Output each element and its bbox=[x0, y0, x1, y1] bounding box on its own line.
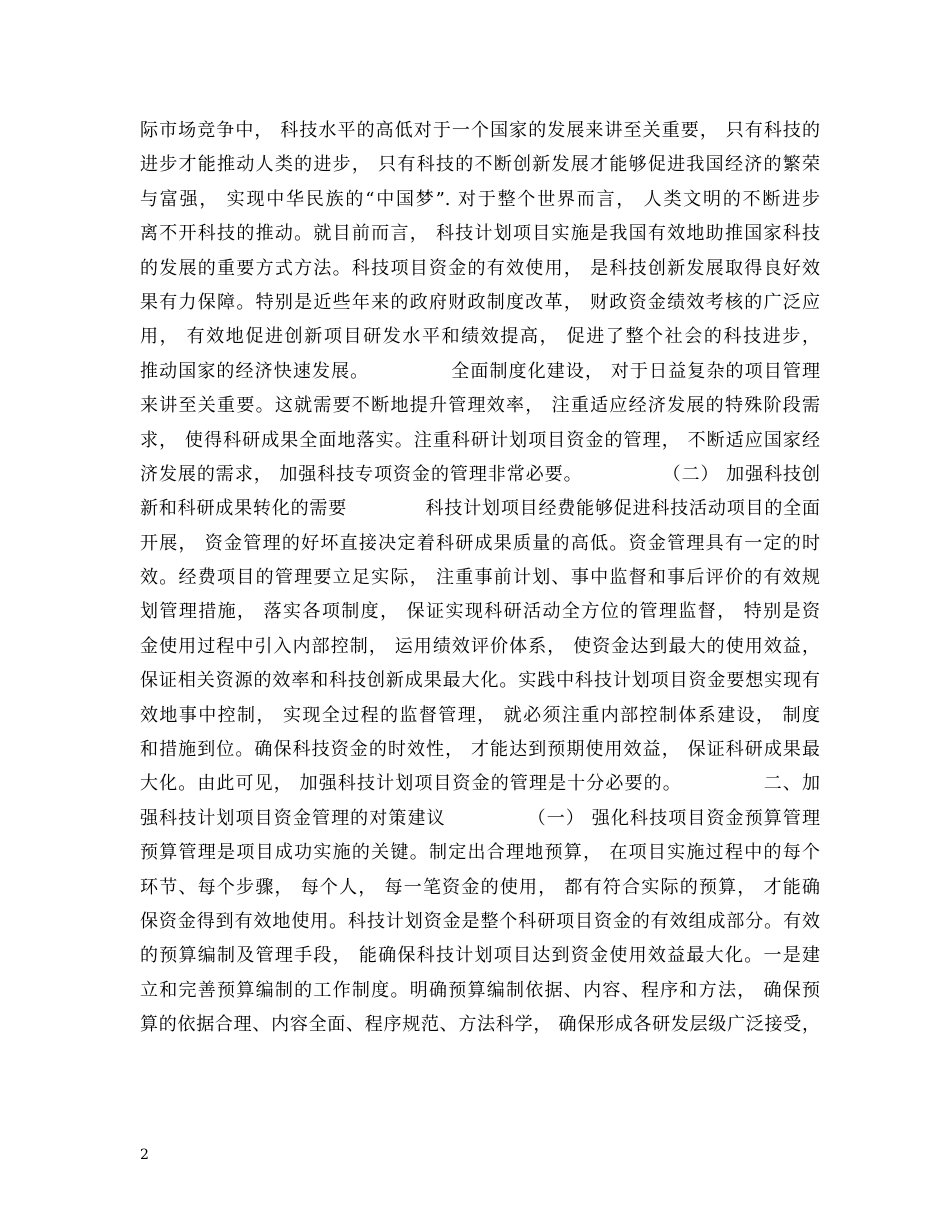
text-line: 强科技计划项目资金管理的对策建议 （一） 强化科技项目资金预算管理 bbox=[140, 807, 820, 829]
body-text bbox=[140, 114, 820, 1043]
text-line: 预算管理是项目成功实施的关键。制定出合理地预算， 在项目实施过程中的每个 bbox=[140, 842, 820, 864]
text-line: 保证相关资源的效率和科技创新成果最大化。实践中科技计划项目资金要想实现有 bbox=[140, 670, 820, 692]
page-number: 2 bbox=[140, 1147, 149, 1163]
text-line: 求， 使得科研成果全面地落实。注重科研计划项目资金的管理， 不断适应国家经 bbox=[140, 429, 820, 451]
text-line: 果有力保障。特别是近些年来的政府财政制度改革， 财政资金绩效考核的广泛应 bbox=[140, 291, 820, 313]
text-line: 划管理措施， 落实各项制度， 保证实现科研活动全方位的管理监督， 特别是资 bbox=[140, 601, 820, 623]
text-line: 环节、每个步骤， 每个人， 每一笔资金的使用， 都有符合实际的预算， 才能确 bbox=[140, 876, 820, 898]
text-line: 推动国家的经济快速发展。 全面制度化建设， 对于日益复杂的项目管理 bbox=[140, 360, 820, 382]
text-line: 际市场竞争中， 科技水平的高低对于一个国家的发展来讲至关重要， 只有科技的 bbox=[140, 120, 820, 141]
text-line: 效。经费项目的管理要立足实际， 注重事前计划、事中监督和事后评价的有效规 bbox=[140, 567, 820, 589]
text-line: 和措施到位。确保科技资金的时效性， 才能达到预期使用效益， 保证科研成果最 bbox=[140, 739, 820, 761]
text-line: 进步才能推动人类的进步， 只有科技的不断创新发展才能够促进我国经济的繁荣 bbox=[140, 154, 820, 176]
text-line: 新和科研成果转化的需要 科技计划项目经费能够促进科技活动项目的全面 bbox=[140, 498, 820, 520]
text-line: 的发展的重要方式方法。科技项目资金的有效使用， 是科技创新发展取得良好效 bbox=[140, 257, 820, 279]
text-line: 大化。由此可见， 加强科技计划项目资金的管理是十分必要的。 二、加 bbox=[140, 773, 820, 795]
text-line: 离不开科技的推动。就目前而言， 科技计划项目实施是我国有效地助推国家科技 bbox=[140, 223, 820, 245]
text-line: 来讲至关重要。这就需要不断地提升管理效率， 注重适应经济发展的特殊阶段需 bbox=[140, 395, 820, 417]
text-line: 开展， 资金管理的好坏直接决定着科研成果质量的高低。资金管理具有一定的时 bbox=[140, 532, 820, 554]
text-line: 算的依据合理、内容全面、程序规范、方法科学， 确保形成各研发层级广泛接受， bbox=[140, 1014, 820, 1036]
text-line: 用， 有效地促进创新项目研发水平和绩效提高， 促进了整个社会的科技进步， bbox=[140, 326, 820, 348]
text-line: 与富强， 实现中华民族的“中国梦”. 对于整个世界而言， 人类文明的不断进步 bbox=[140, 188, 820, 210]
text-line: 效地事中控制， 实现全过程的监督管理， 就必须注重内部控制体系建设， 制度 bbox=[140, 704, 820, 726]
text-line: 立和完善预算编制的工作制度。明确预算编制依据、内容、程序和方法， 确保预 bbox=[140, 979, 820, 1001]
text-line: 金使用过程中引入内部控制， 运用绩效评价体系， 使资金达到最大的使用效益， bbox=[140, 635, 820, 657]
text-line: 的预算编制及管理手段， 能确保科技计划项目达到资金使用效益最大化。一是建 bbox=[140, 945, 820, 967]
text-line: 保资金得到有效地使用。科技计划资金是整个科研项目资金的有效组成部分。有效 bbox=[140, 910, 820, 932]
text-line: 济发展的需求， 加强科技专项资金的管理非常必要。 （二） 加强科技创 bbox=[140, 463, 820, 485]
